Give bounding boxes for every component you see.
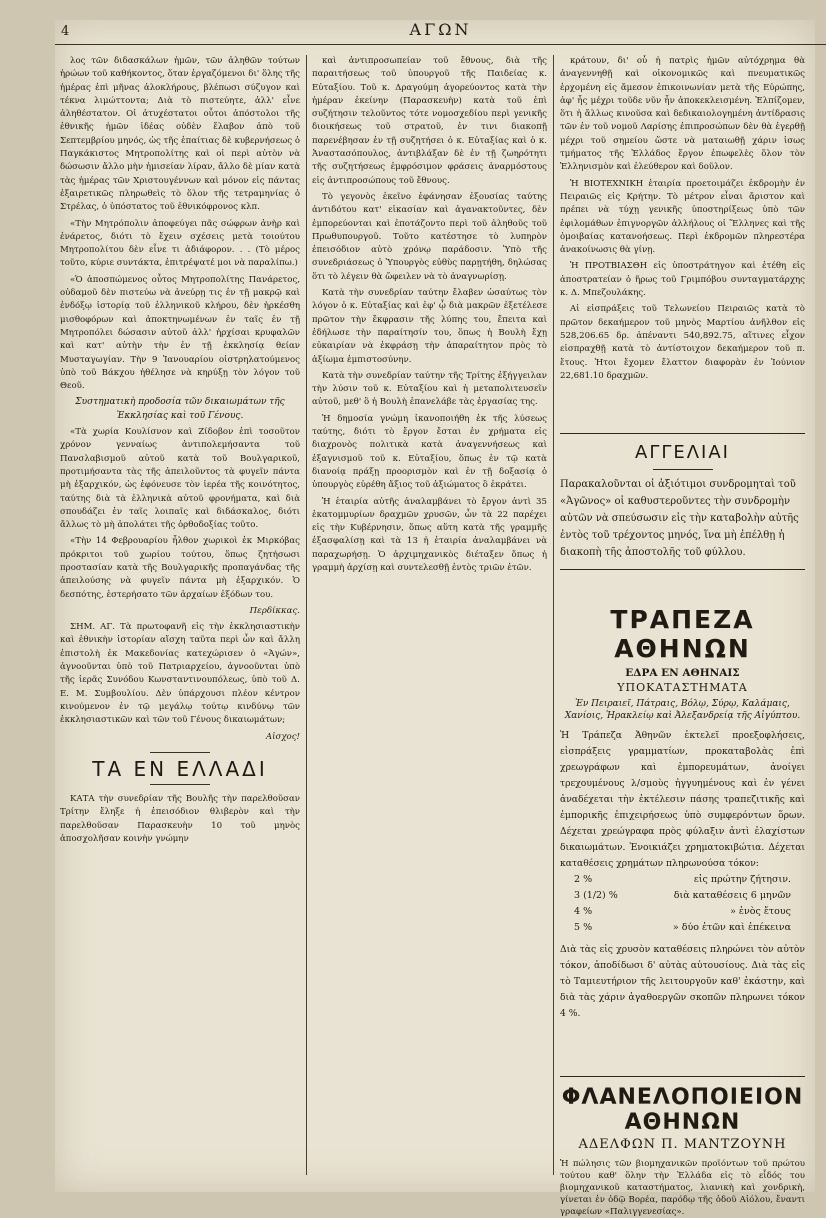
divider (560, 569, 805, 570)
bank-branches-heading: ΥΠΟΚΑΤΑΣΤΗΜΑΤΑ (617, 681, 748, 694)
rate-row: 3 (1/2) % διὰ καταθέσεις 6 μηνῶν (574, 890, 791, 901)
paragraph: ΚΑΤΑ τὴν συνεδρίαν τῆς Βουλῆς τὴν παρελθοῦσαν Τρίτην ἔληξε ἡ ἐπεισόδιον θλιβερὸν καὶ τὴν παρελθοῦσαν Παρασκευὴν 10 τοῦ μηνὸς ἀποσχολῆσαν κοινὴν γνώμην (60, 794, 300, 845)
section-title: ΤΑ ΕΝ ΕΛΛΑΔΙ (92, 756, 268, 781)
exclamation: Αἰσχος! (265, 731, 300, 742)
column-divider (553, 55, 554, 1175)
paragraph: Ἡ ἑταιρία αὐτῆς ἀναλαμβάνει τὸ ἔργον ἀντὶ 35 ἑκατομμυρίων δραχμῶν χρυσῶν, ὧν τὰ 22 παρέχει εἰς τὴν Κυβέρνησιν, ὅπως αὕτη κατὰ τῆς γραμμῆς ἐξασφαλίσῃ καὶ τὰ 13 ἡ ἑταιρία ἀναλαμβάνει νὰ παραχωρήσῃ. Ὁ ἀρχιμηχανικὸς διέταξεν ὅπως ἡ γραμμὴ ἀρχίσῃ καὶ συντελεσθῇ ἐντὸς τριῶν ἐτῶν. (312, 496, 547, 573)
paragraph: ΣΗΜ. ΑΓ. Τὰ πρωτοφανῆ εἰς τὴν ἐκκλησιαστικὴν καὶ ἐθνικὴν ἱστορίαν αἴσχη ταῦτα περὶ ὧν καὶ ἄλλη ἐπιστολὴ ἐκ Μακεδονίας κατεχώρισεν ὁ «Ἀγών», ἀγνοοῦνται ὑπὸ τοῦ Πατριαρχείου, ἀγνοοῦνται ὑπὸ τῆς ἱερᾶς Συνόδου Κωνσταντινουπόλεως, ὑπὸ τοῦ Δ. Ε. Μ. Συμβουλίου. Δὲν ὑπάρχουσι πλέον κέντρον κινούμενον ἐν τῷ μεγάλῳ τούτῳ κινδύνῳ τῶν ἐκκλησιαστικῶν καὶ τῶν τοῦ Γένους δικαιωμάτων; (60, 622, 300, 726)
rate-row: 2 % εἰς πρώτην ζήτησιν. (574, 874, 791, 885)
paragraph: Αἱ εἰσπράξεις τοῦ Τελωνείου Πειραιῶς κατὰ τὸ πρῶτον δεκαήμερον τοῦ μηνὸς Μαρτίου ἀνῆλθον εἰς 528,206.65 δρ. ἀπέναντι 540,892.75, αἵτινες εἶχον εἰσπραχθῇ κατὰ τὸ ἀντίστοιχον δεκαήμερον τοῦ π. ἔτους. Ἡτοι ἔχομεν ἔλαττον διαφορὰν ἐν Ἰούνιον 22,681.10 δραχμῶν. (560, 304, 805, 381)
bank-seat: ΕΔΡΑ ΕΝ ΑΘΗΝΑΙΣ (625, 667, 740, 679)
section-heading: Συστηματικὴ προδοσία τῶν δικαιωμάτων τῆς Ἐκκλησίας καὶ τοῦ Γένους. (75, 397, 285, 421)
notice-ad (560, 425, 805, 578)
page-number: 4 (61, 24, 70, 39)
divider (560, 433, 805, 434)
column-divider (306, 55, 307, 1175)
paragraph: κράτουν, δι' οὗ ἡ πατρὶς ἡμῶν αὐτόχρημα θὰ ἀναγεννηθῇ καὶ οἰκονομικῶς καὶ πνευματικῶς ἐρχομένη εἰς ἄμεσον ἐπικοινωνίαν μετὰ τῆς Εὐρώπης, ἀφ' ἧς μέχρι τοῦδε νῦν ἦν ἀποκεκλεισμένη. Ἐλπίζομεν, ὅτι ἡ ἄλλως κινοῦσα καὶ δεδικαιολογημένη ἀντίδρασις τῶν ἐν τοῦ νομοῦ Λαρίσης ἐπιπροσώπων δὲν θὰ ἐγερθῇ μέχρι τοῦ σημείου ὥστε νὰ ματαιωθῇ χάριν ἰσως τμήματος τῆς Ἑλλάδος ἔργον ἐπωφελὲς ὅλον τὸν Ἑλληνισμὸν καὶ ἐλεύθερον καὶ δοῦλον. (560, 56, 805, 173)
paragraph: λος τῶν διδασκάλων ἡμῶν, τῶν ἀληθῶν τούτων ἡρώων τοῦ καθήκοντος, ὅταν ἐργαζόμενοι δι' ὅλης τῆς ἡμέρας ἐπὶ μῆνας ἀλοκλήρους, βλέπωσι σύζυγον καὶ τέκνα λιμώττοντα; Διὰ τὸ πιστεύητε, ἀλλ' εἶνε ἀληθέστατον. Οἱ ἀτυχέστατοι οὗτοι ἀπόστολοι τῆς ἐθνικῆς ἡμῶν ἰδέας οὐδὲν ἔλαβον ἀπὸ τοῦ Σεπτεμβρίου μηνός, ὡς τῆς ἐπαίτιας δὲ κυβερνήσεως ὁ Παγκάκιστος Μητροπολίτης καὶ οἱ περὶ αὐτὸν νὰ δώσωσιν ἄλλο μὴν ἡμισείαν λίραν, ἄλλο δὲ μίαν κατὰ τὰς ἡμέρας τῶν Χριστουγέννων καὶ μόνον εἰς πάντας ἐξαιρετικῶς πληρωθεὶς τὸ ὅλον τῆς τετραμηνίας ὁ Στρέλας, ὁ ὑπόστατος τοῦ ἐθνικόφρονος κλπ. (60, 56, 300, 213)
paragraph: «Τὰ χωρία Κουλίσνον καὶ Ζίδοβον ἐπὶ τοσοῦτον χρόνον γενναίως ἀντιπολεμήσαντα τοῦ Πανσλαβισμοῦ αὐτοῦ κατὰ τοῦ Βουλγαρικοῦ, προτιμήσαντα τὰς τῆς ἀπειλοῦντος τὰ φυγεῖν πάντα μὴ ἐξαρχικόν, ὡς ἐφόνευσε τὸν ἱερέα τῆς κοινότητος, ταύτης διὰ τὰ ἑλληνικὰ αὐτοῦ φρονήματα, καὶ διὰ σπουδάζει ἐν ταῖς λοιπαῖς καὶ διδάσκαλος, διότι ἄλλως τὸ μὴ ἀπολάτει τῆς ὀρθοδοξίας τοῦτο. (60, 427, 300, 531)
paragraph: «Τὴν 14 Φεβρουαρίου ἦλθον χωρικοὶ ἐκ Μιρκόβας πρόκριτοι τοῦ χωρίου τούτου, ὅπως ζητήσωσι προστασίαν κατὰ τῆς Βουλγαρικῆς προπαγάνδας τῆς ἀπειλούσης νὰ φυγεῖν πάντα μὴ ἐξαρχικόν. Ὁ δεσπότης, ἐστερήσατο τῶν ἀρχαίων ἐξόδων του. (60, 536, 300, 600)
signature: Περδίκκας. (249, 605, 300, 616)
paragraph: Ἡ ΒΙΟΤΕΧΝΙΚΗ ἑταιρία προετοιμάζει ἐκδρομὴν ἐν Πειραιῶς εἰς Κρήτην. Τὸ μέτρον εἶναι ἄριστον καὶ πρέπει νὰ τύχῃ γενικῆς ὑποστηρίξεως ὑπὸ τῶν ἐφιλομάθων ἐπιγνοργῶν ἀλλήλους οἱ Ἕλληνες καὶ τῆς ὁμοιβαίας κατανοήσεως. Περὶ ἐκδρομῶν πληρεστέρα ἀνακοίνωσις θὰ γίνῃ. (560, 178, 805, 256)
paragraph: Κατὰ τὴν συνεδρίαν ταύτην τῆς Τρίτης ἐξήγγειλαν τὴν λύσιν τοῦ κ. Εὐταξίου καὶ ἡ μεταπολιτευσεῖν αὐτοῦ, μεθ' ὃ ἡ Βουλὴ ἐπανελάβε τὰς ἐργασίας της. (312, 370, 547, 408)
notice-heading: ΑΓΓΕΛΙΑΙ (635, 442, 730, 463)
rate-row: 4 % » ἑνὸς ἔτους (574, 906, 791, 917)
paragraph: «Τὴν Μητρόπολιν ἀποφεύγει πᾶς σώφρων ἀνὴρ καὶ ἐνάρετος, διότι τὸ ἔχειν σχέσεις μετὰ τοιούτου Μητροπολίτου δὲν εἶνε τι ἀδιάφορον. . . (Τὸ μέρος τοῦτο, κύριε συντάκτα, ἐπιτρέψατέ μοι νὰ παραλίπω.) (60, 218, 300, 269)
flannel-subtitle: ΑΔΕΛΦΩΝ Π. ΜΑΝΤΖΟΥΝΗ (578, 1137, 787, 1152)
divider (150, 752, 210, 753)
bank-description: Ἡ Τράπεζα Ἀθηνῶν ἐκτελεῖ προεξοφλήσεις, εἰσπράξεις γραμματίων, προκαταβολὰς ἐπὶ χρεωγράφων καὶ ἐμπορευμάτων, ἀνοίγει τρεχουμένους λ/σμοὺς ἠγγυημένους καὶ ἐν γένει ἀναδέχεται τὴν ἐκτέλεσιν πάσης τραπεζιτικῆς καὶ ἐμπορικῆς ἐπιχειρήσεως ὑπὸ συμφερόντων ὅρων. Δέχεται χρεώγραφα πρὸς φύλαξιν ἀντὶ ἐλαχίστων δικαιωμάτων. Ἐνοικιάζει χρηματοκιβώτια. Δέχεται καταθέσεις χρημάτων πληρωνούσα τόκον: (560, 730, 805, 869)
paragraph: «Ὁ ἀποσπώμενος οὗτος Μητροπολίτης Πανάρετος, οὐδαμοῦ δὲν πιστεύω νὰ ἀνεύρῃ τις ἐν τῇ μακρῷ καὶ ἐνδόξῳ ἱστορίᾳ τοῦ ἑλληνικοῦ κλήρου, δὲν ἠρκέσθη μισθοφόρων καὶ ἀποκτηνωμένων ἐν ταῖς ἐν τῇ Μητροπόλει δώσασιν αὐτοῦ ἀλλ' ἠρχίσαι κρυφαλῶν καὶ κατ' αὐτὴν τὴν ἐν τῇ ἐκκλησίᾳ θείαν Μυσταγωγίαν. Τὴν 9 Ἰανουαρίου οἰστρηλατούμενος ὑπὸ τοῦ Βάκχου ἠθέλησε νὰ κηρύξῃ τὸν λόγον τοῦ Θεοῦ. (60, 274, 300, 392)
bank-branches: Ἐν Πειραιεῖ, Πάτραις, Βόλῳ, Σύρῳ, Καλάμαις, Χανίοις, Ἡρακλείῳ καὶ Ἀλεξανδρείᾳ τῆς Αἰγύπτου. (564, 699, 801, 721)
bank-description-2: Διὰ τὰς εἰς χρυσὸν καταθέσεις πληρώνει τὸν αὐτὸν τόκον, ἀποδίδωσι δ' αὐτὰς αὐτουσίους. Διὰ τὰς εἰς τὸ Ταμιευτήριον τῆς λειτουργοῦν καθ' ἑκάστην, καὶ διὰ τὰς χάριν ἀγαθοεργῶν σκοπῶν πληρωνει τόκον 4 %. (560, 944, 805, 1019)
column-1 (60, 55, 300, 1145)
divider (653, 469, 713, 470)
rate-row: 5 % » δύο ἐτῶν καὶ ἐπέκεινα (574, 922, 791, 933)
paragraph: Κατὰ τὴν συνεδρίαν ταύτην ἔλαβεν ὡσαύτως τὸν λόγον ὁ κ. Εὐταξίας καὶ ἐφ' ᾧ διὰ μακρῶν ἐξετέλεσε πρῶτον τὴν ἔκφρασιν τῆς λύπης του, ἔπειτα καὶ ἐδήλωσε τὴν παραίτησίν του, ὅπως ἡ Βουλὴ ἔχῃ εὐκαιρίαν νὰ ἐκφράσῃ τὴν ἀπαραίτητον πρὸς τὸ ἀξίωμα ἐμπιστοσύνην. (312, 288, 547, 365)
column-3 (560, 55, 805, 425)
notice-text: Παρακαλοῦνται οἱ ἀξιότιμοι συνδρομηταὶ τοῦ «Ἀγῶνος» οἱ καθυστεροῦντες τὴν συνδρομὴν αὐτῶν νὰ σπεύσωσιν εἰς τὴν καταβολὴν αὐτῆς ἐντὸς τοῦ τρέχοντος μηνός, ἵνα μὴ ἐπέλθῃ ἡ διακοπὴ τῆς ἀποστολῆς τοῦ φύλλου. (560, 479, 799, 558)
paragraph: Τὸ γεγονὸς ἐκεῖνο ἐφάνησαν ἐξουσίας ταύτης ἀντιδότου κατ' εἰκασίαν καὶ ἀγανακτοῦντες, δὲν ἐμπορεύονται καὶ ἐποτάζοντο περὶ τοῦ ἀληθοῦς τοῦ Πρωθυπουργοῦ. Τοῦτο κατέστησε τὸ λυπηρὸν ἐπεισόδιον αὐτὸ χρόνῳ παράδοσιν. Ὑπὸ τῆς συνεδριάσεως ὁ Ὑπουργὸς εὐθὺς παρῃτήθη, δηλώσας ὅτι τὸ λέγειν θὰ ὤφειλεν νὰ τὸ ἀναγνωρίσῃ. (312, 191, 547, 282)
rates-list (560, 872, 805, 936)
page-header (55, 10, 826, 45)
column-2 (312, 55, 547, 1175)
bank-title: ΤΡΑΠΕΖΑ ΑΘΗΝΩΝ (610, 605, 755, 663)
paragraph: Ἡ δημοσία γνώμη ἱκανοποιήθη ἐκ τῆς λύσεως ταύτης, διότι τὸ ἔργον ἔσται ἐν χρήματα εἰς διαχρονὸς πολιτικὰ κατὰ ἀναγεννήσεως καὶ ἐξαγνισμοῦ τοῦ κ. Εὐταξίου, ὅπως ἐν τῷ κατὰ διανοίᾳ πράξῃ προορισμὸν καὶ ἐν τῇ δοξασίᾳ ὁ ὑπουργὸς εὑρέθη ἄξιος τοῦ ἀξιώματος ὃ ἐκράτει. (312, 413, 547, 491)
divider (150, 784, 210, 785)
flannel-ad (560, 1068, 805, 1218)
paragraph: καὶ ἀντιπροσωπείαν τοῦ ἔθνους, διὰ τῆς παραιτήσεως τοῦ ὑπουργοῦ τῆς Παιδείας κ. Εὐταξίου. Τοῦ κ. Δραγούμη ἀγορεύοντος κατὰ τὴν ἡμέραν ἐκείνην (Παρασκευὴν) κατὰ τοῦ ἐπὶ συζήτησιν τελοῦντος τότε νομοσχεδίου περὶ γενικῆς διοικήσεως τοῦ στρατοῦ, ἐν τινι διακοπῇ παρενέβησαν ἐν τῇ συζητήσει ὁ κ. Εὐταξίας καὶ ὁ κ. Ἀναστασόπουλος, ἀντιβλάξαν δὲ ἐν τῇ ζωηρότητι τῆς συζητήσεως ἐμφρόσιμον φράσεις ἀναρμόστους εἰς ἀντιπροσώπους τοῦ ἔθνους. (312, 56, 547, 186)
divider (560, 1076, 805, 1077)
paragraph: Ἡ ΠΡΟΤΒΙΑΣΘΗ εἰς ὑποστράτηγον καὶ ἐτέθη εἰς ἀποστρατείαν ὁ ἥρως τοῦ Γριμπόβου συνταγματάρχης κ. Δ. Μπεζουλάκης. (560, 261, 805, 299)
bank-ad (560, 605, 805, 1022)
flannel-title: ΦΛΑΝΕΛΟΠΟΙΕΙΟΝ ΑΘΗΝΩΝ (561, 1085, 804, 1135)
masthead: ΑΓΩΝ (409, 20, 472, 39)
flannel-text: Ἡ πώλησις τῶν βιομηχανικῶν προϊόντων τοῦ πρώτου τούτου καθ' ὅλην τὴν Ἑλλάδα εἰς τὸ εἶδός του βιομηχανικοῦ καταστήματος, λιανικὴ καὶ χονδρικὴ, γίνεται ἐν ὁδῷ Βορέα, παρόδῳ τῆς ὁδοῦ Αἰόλου, ἔναντι γραφείων «Παλιγγενεσίας». (560, 1159, 805, 1217)
